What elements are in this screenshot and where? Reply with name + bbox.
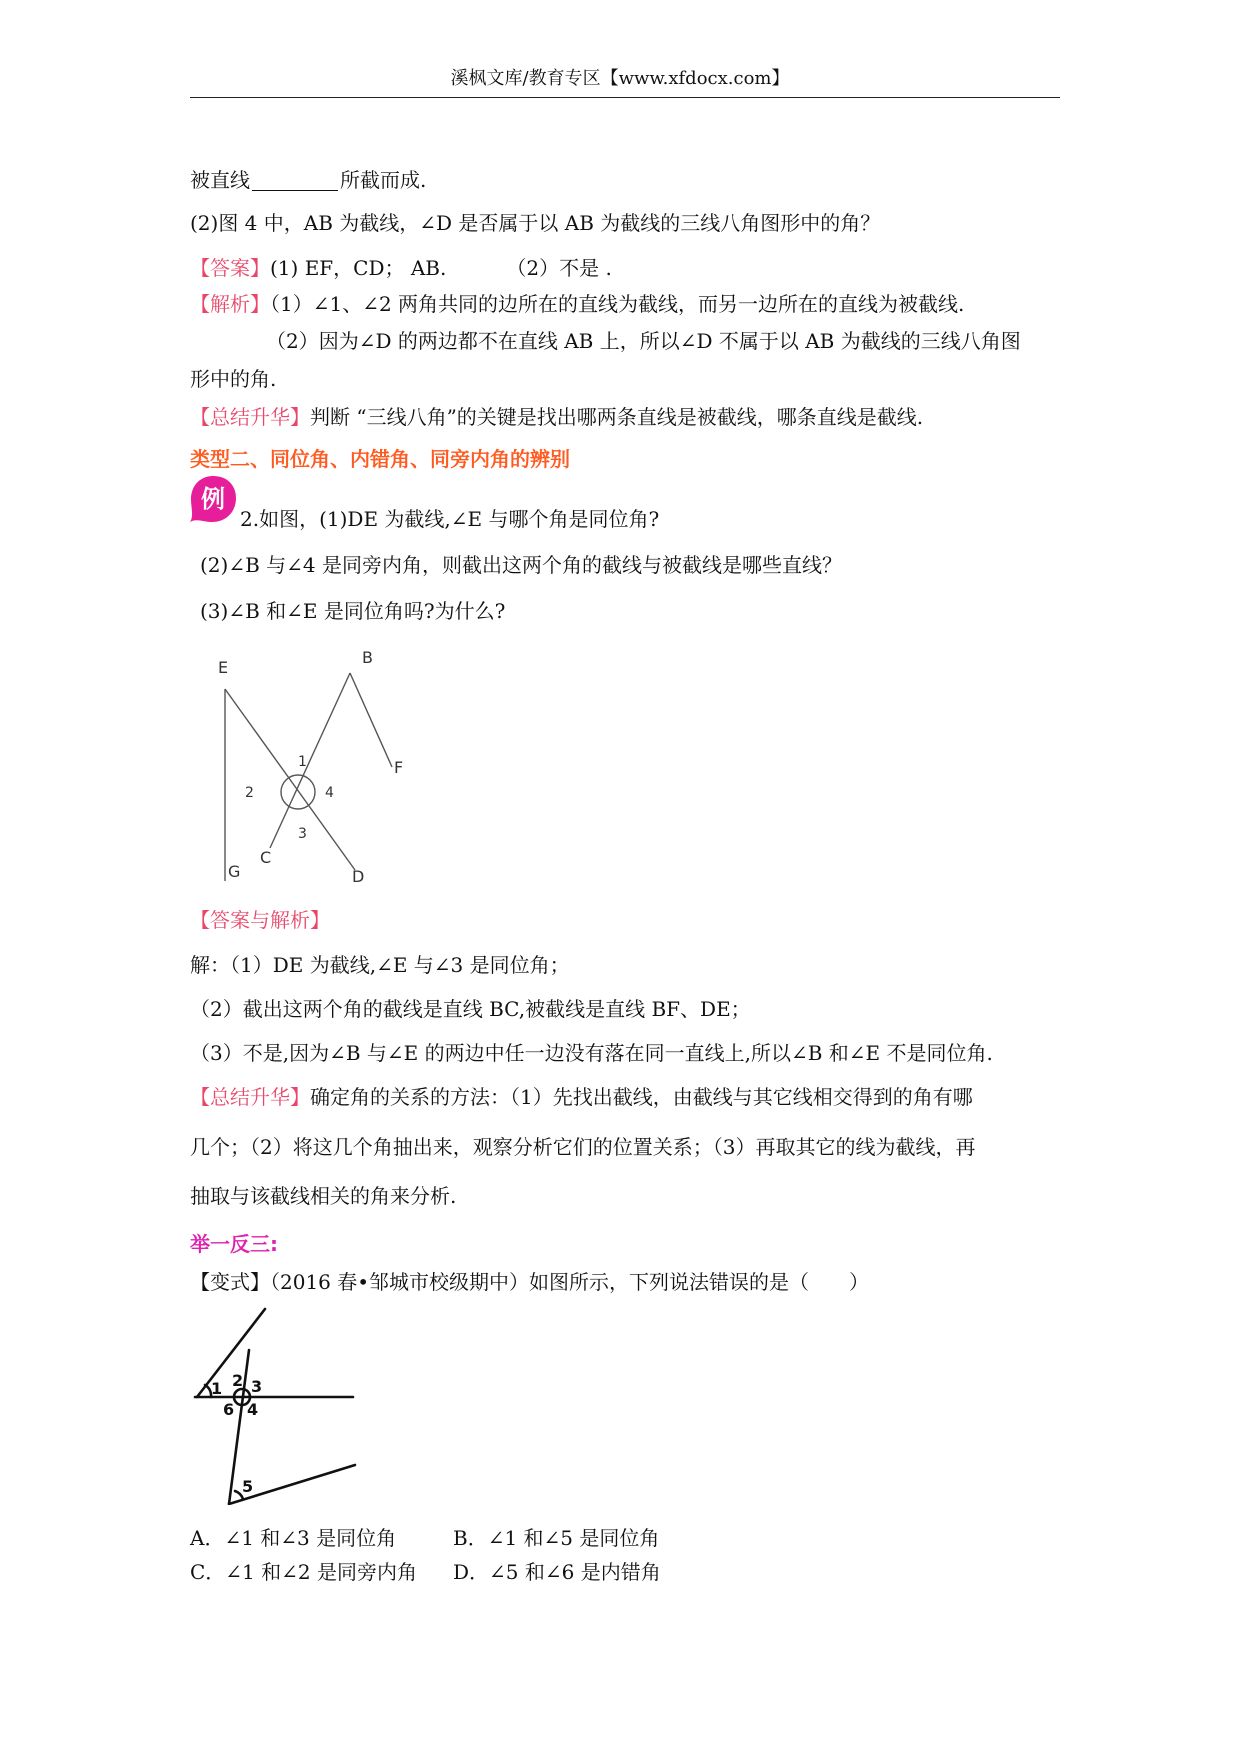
solution-3: （3）不是,因为∠B 与∠E 的两边中任一边没有落在同一直线上,所以∠B 和∠E 不是同位角. <box>190 1041 993 1065</box>
header-divider <box>190 97 1060 98</box>
analysis-1 <box>190 290 964 318</box>
text-segment: 被直线 <box>190 168 250 192</box>
question-2-1: 2.如图，(1)DE 为截线,∠E 与哪个角是同位角? <box>240 507 660 531</box>
answer-text: (1) EF，CD； AB. <box>270 256 447 280</box>
option-d: D．∠5 和∠6 是内错角 <box>453 1560 661 1584</box>
question-part-2: (2)图 4 中，AB 为截线，∠D 是否属于以 AB 为截线的三线八角图形中的角？ <box>190 211 881 235</box>
line-BF <box>350 673 392 767</box>
label-F: F <box>394 758 404 777</box>
practice-heading: 举一反三: <box>190 1232 278 1256</box>
text-line-1 <box>190 166 426 194</box>
line-BC <box>270 673 350 848</box>
angle-4-label: 4 <box>247 1400 259 1419</box>
answer-1 <box>190 254 612 282</box>
angle-1-label: 1 <box>211 1379 223 1398</box>
label-E: E <box>218 658 229 677</box>
solution-1: 解：（1）DE 为截线,∠E 与∠3 是同位角； <box>190 953 570 977</box>
question-2-2: (2)∠B 与∠4 是同旁内角，则截出这两个角的截线与被截线是哪些直线？ <box>200 553 842 577</box>
solution-2: （2）截出这两个角的截线是直线 BC,被截线是直线 BF、DE； <box>190 997 751 1021</box>
summary-2-cont: 几个；（2）将这几个角抽出来，观察分析它们的位置关系；（3）再取其它的线为截线，再 <box>190 1135 976 1159</box>
badge-char: 例 <box>201 485 225 513</box>
option-b: B．∠1 和∠5 是同位角 <box>453 1526 660 1550</box>
analysis-tag: 【解析】 <box>190 292 270 316</box>
label-G: G <box>228 862 241 881</box>
option-a: A．∠1 和∠3 是同位角 <box>190 1526 397 1550</box>
answer-analysis-tag: 【答案与解析】 <box>190 908 330 932</box>
geometry-figure-2 <box>185 1305 370 1505</box>
geometry-figure-1 <box>200 645 410 890</box>
angle-3-label: 3 <box>298 826 307 842</box>
angle-2-label: 2 <box>232 1371 244 1390</box>
summary-tag: 【总结升华】 <box>190 405 310 429</box>
label-B: B <box>362 648 373 667</box>
angle-1-label: 1 <box>298 754 307 770</box>
angle-5-label: 5 <box>242 1477 254 1496</box>
summary-1 <box>190 403 923 431</box>
analysis-1-part2-cont: 形中的角. <box>190 367 277 391</box>
angle-6-label: 6 <box>223 1400 235 1419</box>
fill-blank <box>252 170 338 191</box>
summary-text: 确定角的关系的方法：（1）先找出截线，由截线与其它线相交得到的角有哪 <box>310 1085 973 1109</box>
option-c: C．∠1 和∠2 是同旁内角 <box>190 1560 417 1584</box>
page-header: 溪枫文库/教育专区【www.xfdocx.com】 <box>450 68 790 89</box>
section-heading: 类型二、同位角、内错角、同旁内角的辨别 <box>190 447 570 471</box>
analysis-text: （1）∠1、∠2 两角共同的边所在的直线为截线，而另一边所在的直线为被截线. <box>270 292 965 316</box>
answer-tag: 【答案】 <box>190 256 270 280</box>
summary-2-cont: 抽取与该截线相关的角来分析. <box>190 1184 457 1208</box>
analysis-1-part2: （2）因为∠D 的两边都不在直线 AB 上，所以∠D 不属于以 AB 为截线的三线八角图 <box>266 329 1021 353</box>
angle-circle <box>281 775 315 809</box>
label-D: D <box>352 867 365 886</box>
summary-2 <box>190 1083 973 1111</box>
question-2-3: (3)∠B 和∠E 是同位角吗?为什么? <box>200 599 506 623</box>
variant-question: 【变式】（2016 春•邹城市校级期中）如图所示，下列说法错误的是（ ） <box>190 1270 870 1294</box>
summary-tag: 【总结升华】 <box>190 1085 310 1109</box>
line-ED <box>225 689 355 870</box>
label-C: C <box>260 848 272 867</box>
text-segment: 所截而成. <box>340 168 427 192</box>
answer-text: （2）不是 . <box>506 256 612 280</box>
angle-4-label: 4 <box>325 785 334 801</box>
angle-2-label: 2 <box>245 785 254 801</box>
angle-3-label: 3 <box>251 1377 263 1396</box>
example-badge-icon <box>188 474 238 524</box>
summary-text: 判断 “三线八角”的关键是找出哪两条直线是被截线，哪条直线是截线. <box>310 405 924 429</box>
